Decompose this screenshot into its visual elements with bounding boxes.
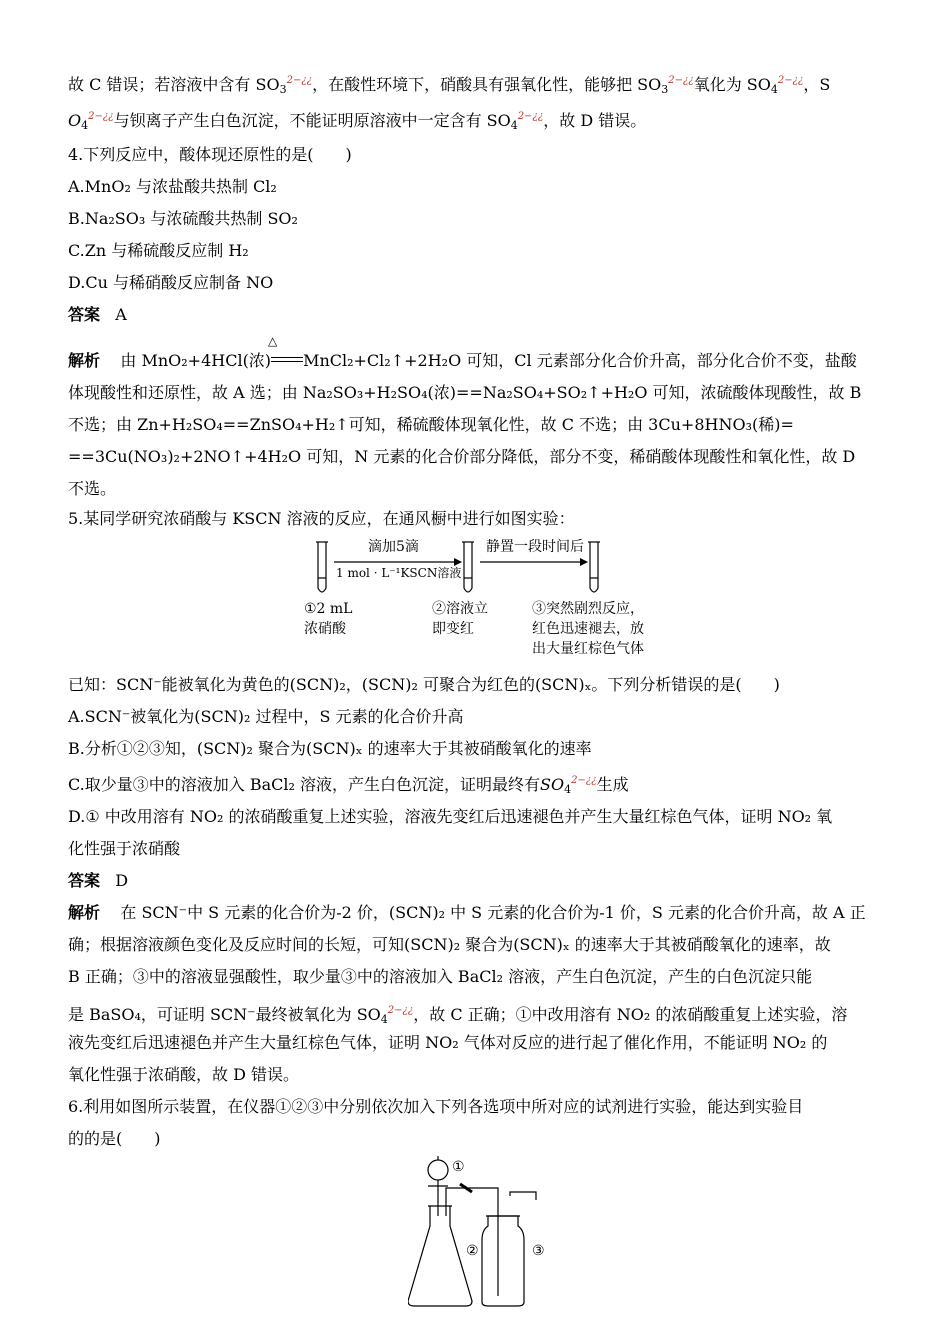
- tube-2-label-a: ②溶液立: [432, 601, 488, 617]
- ion-so3: $_3^{2-¿¿}$: [661, 75, 694, 96]
- q5-known: 已知：SCN⁻能被氧化为黄色的(SCN)₂，(SCN)₂ 可聚合为红色的(SCN)ₓ。下列分析错误的是( ): [68, 675, 780, 694]
- q5-option-d-2: 化性强于浓硝酸: [68, 839, 181, 858]
- apparatus-svg: [408, 1156, 628, 1316]
- arrow-2-label-top: 静置一段时间后: [486, 539, 584, 555]
- q5-analysis-5: 液先变红后迅速褪色并产生大量红棕色气体，证明 NO₂ 气体对反应的进行起了催化作用，不能证明 NO₂ 的: [68, 1033, 828, 1052]
- ion-so4: $_4^{2-¿¿}$: [510, 111, 544, 132]
- q4-analysis-5: 不选。: [68, 479, 117, 498]
- tube-1-label-b: 浓硝酸: [304, 621, 346, 637]
- q5-analysis-3: B 正确；③中的溶液显强酸性，取少量③中的溶液加入 BaCl₂ 溶液，产生白色沉淀，产生的白色沉淀只能: [68, 967, 813, 986]
- text: 氧化为 SO: [693, 75, 771, 94]
- apparatus-label-1: ①: [452, 1159, 465, 1175]
- q5-analysis-1: [68, 902, 866, 924]
- q6-apparatus-figure: [408, 1156, 628, 1316]
- conical-flask: [408, 1196, 472, 1306]
- heat-triangle: △: [268, 334, 278, 348]
- text: ，在酸性环境下，硝酸具有强氧化性，能够把 SO: [312, 75, 662, 94]
- answer-label: 答案: [68, 305, 101, 324]
- q5-option-d-1: D.① 中改用溶有 NO₂ 的浓硝酸重复上述实验，溶液先变红后迅速褪色并产生大量红棕色气体，证明 NO₂ 氧: [68, 807, 833, 826]
- q4-analysis-1: [68, 350, 857, 372]
- arrow-1-label-top: 滴加5滴: [368, 539, 419, 555]
- tube-3-label-a: ③突然剧烈反应，: [532, 601, 644, 617]
- answer-value: D: [115, 871, 129, 890]
- q5-analysis-6: 氧化性强于浓硝酸，故 D 错误。: [68, 1065, 300, 1084]
- arrow-2: [480, 558, 588, 566]
- ion-so4: $_4^{2-¿¿}$: [81, 111, 114, 132]
- text: 是 BaSO₄，可证明 SCN⁻最终被氧化为 SO: [68, 1005, 381, 1024]
- q4-analysis-2: 体现酸性和还原性，故 A 选；由 Na₂SO₃+H₂SO₄(浓)==Na₂SO₄+SO₂↑+H₂O 可知，浓硫酸体现酸性，故 B: [68, 383, 862, 402]
- q4-option-a: A.MnO₂ 与浓盐酸共热制 Cl₂: [68, 177, 277, 196]
- connecting-tube: [446, 1184, 498, 1196]
- test-tube-1: [316, 542, 328, 592]
- q5-option-c: C.取少量③中的溶液加入 BaCl₂ 溶液，产生白色沉淀，证明最终有$SO_4^{2-¿¿}$生成: [68, 775, 629, 796]
- analysis-label: 解析: [68, 903, 101, 922]
- q5-option-a: A.SCN⁻被氧化为(SCN)₂ 过程中，S 元素的化合价升高: [68, 707, 464, 726]
- tube-3-label-c: 出大量红棕色气体: [532, 641, 644, 657]
- text: ，故 D 错误。: [543, 111, 647, 130]
- ion-so4: $_4^{2-¿¿}$: [770, 75, 804, 96]
- text: 与钡离子产生白色沉淀，不能证明原溶液中一定含有 SO: [113, 111, 511, 130]
- text: ，S: [803, 75, 831, 94]
- equation-sign: [271, 357, 303, 362]
- q5-analysis-4: 是 BaSO₄，可证明 SCN⁻最终被氧化为 $SO_4^{2-¿¿}$，故 C 正确；①中改用溶有 NO₂ 的浓硝酸重复上述实验，溶: [68, 1005, 848, 1026]
- q5-analysis-2: 确；根据溶液颜色变化及反应时间的长短，可知(SCN)₂ 聚合为(SCN)ₓ 的速率大于其被硝酸氧化的速率，故: [68, 935, 831, 954]
- text: 生成: [596, 775, 629, 794]
- apparatus-label-3: ③: [532, 1243, 545, 1259]
- text: ，故 C 正确；①中改用溶有 NO₂ 的浓硝酸重复上述实验，溶: [413, 1005, 848, 1024]
- q4-stem: 4.下列反应中，酸体现还原性的是( ): [68, 145, 352, 164]
- tube-1-label-a: ①2 mL: [304, 601, 353, 617]
- apparatus-label-2: ②: [466, 1243, 479, 1259]
- q4-analysis-3: 不选；由 Zn+H₂SO₄==ZnSO₄+H₂↑可知，稀硫酸体现氧化性，故 C 不选；由 3Cu+8HNO₃(稀)=: [68, 415, 794, 434]
- tube-2-label-b: 即变红: [432, 621, 474, 637]
- test-tube-3: [588, 542, 600, 592]
- q4-analysis-4: ==3Cu(NO₃)₂+2NO↑+4H₂O 可知，N 元素的化合价部分降低，部分不变，稀硝酸体现酸性和氧化性，故 D: [68, 447, 856, 466]
- ion-so3: $_3^{2-¿¿}$: [279, 75, 313, 96]
- text: 由 MnO₂+4HCl(浓): [120, 351, 272, 370]
- q4-option-c: C.Zn 与稀硫酸反应制 H₂: [68, 241, 249, 260]
- analysis-label: 解析: [68, 351, 101, 370]
- gas-bottle: [482, 1192, 536, 1306]
- arrow-1-label-bottom: 1 mol · L⁻¹KSCN溶液: [336, 566, 462, 580]
- separatory-funnel: [428, 1156, 448, 1216]
- q4-option-d: D.Cu 与稀硝酸反应制备 NO: [68, 273, 274, 292]
- q4-option-b: B.Na₂SO₃ 与浓硫酸共热制 SO₂: [68, 209, 298, 228]
- answer-value: A: [115, 305, 127, 324]
- q6-stem-1: 6.利用如图所示装置，在仪器①②③中分别依次加入下列各选项中所对应的试剂进行实验，能达到实验目: [68, 1097, 804, 1116]
- intro-line-2: [68, 106, 646, 137]
- tube-3-label-b: 红色迅速褪去，放: [532, 621, 644, 637]
- text: O: [68, 111, 82, 130]
- intro-line-1: [68, 70, 830, 101]
- q4-answer: [68, 304, 127, 326]
- test-tube-2: [462, 542, 474, 592]
- text: 在 SCN⁻中 S 元素的化合价为-2 价，(SCN)₂ 中 S 元素的化合价为-1 价，S 元素的化合价升高，故 A 正: [120, 903, 866, 922]
- answer-label: 答案: [68, 871, 101, 890]
- q5-stem: 5.某同学研究浓硝酸与 KSCN 溶液的反应，在通风橱中进行如图实验：: [68, 509, 575, 528]
- text: C.取少量③中的溶液加入 BaCl₂ 溶液，产生白色沉淀，证明最终有: [68, 775, 541, 794]
- q5-answer: [68, 870, 128, 892]
- q5-experiment-figure: [300, 538, 680, 668]
- text: 故 C 错误；若溶液中含有 SO: [68, 75, 280, 94]
- q5-option-b: B.分析①②③知，(SCN)₂ 聚合为(SCN)ₓ 的速率大于其被硝酸氧化的速率: [68, 739, 592, 758]
- text: MnCl₂+Cl₂↑+2H₂O 可知，Cl 元素部分化合价升高，部分化合价不变，盐酸: [303, 351, 857, 370]
- q6-stem-2: 的的是( ): [68, 1129, 161, 1148]
- ion-so4: SO: [540, 775, 565, 794]
